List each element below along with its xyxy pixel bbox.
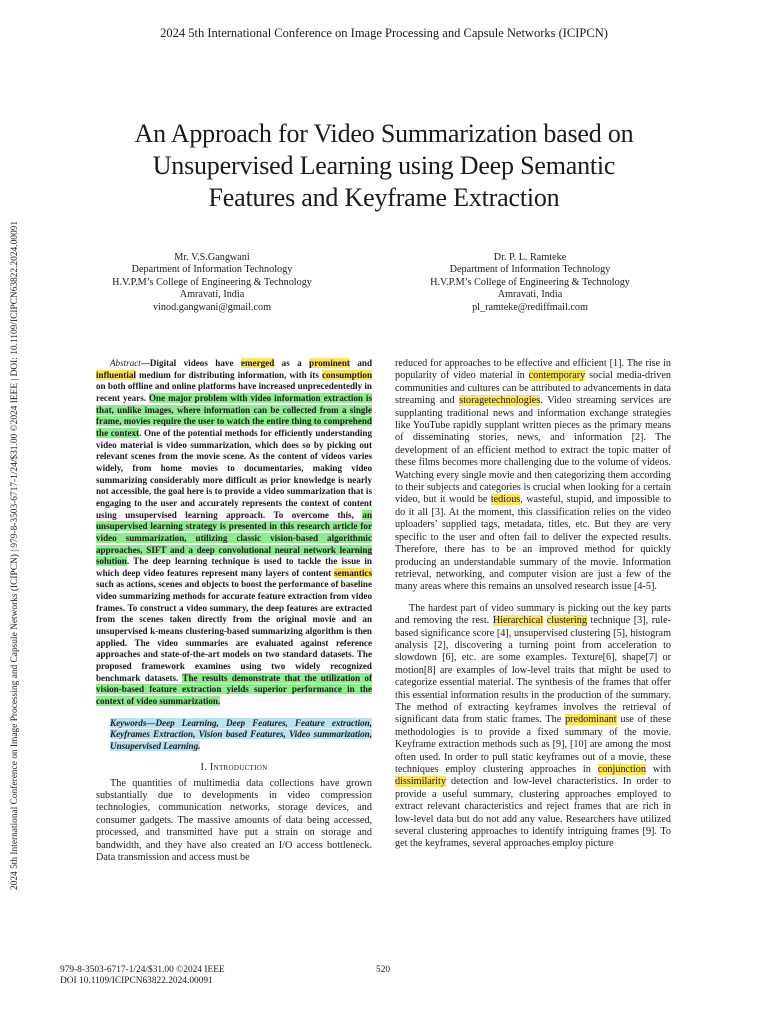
highlight-yellow: contemporary bbox=[528, 370, 586, 382]
paper-title bbox=[100, 118, 668, 214]
abstract-text: such as actions, scenes and objects to boost the performance of baseline video summarizing methods for accurate feature extraction from video frames. To construct a video summary, the deep features are extracted from the scenes taken directly from the original movie and an unsupervised k-means clustering-based summarizing algorithm is then applied. The video summaries are evaluated against reference approaches and state-of-the-art models on two standard datasets. The proposed framework examines using two widely recognized benchmark datasets. bbox=[96, 579, 372, 683]
keywords-label: Keywords bbox=[110, 717, 147, 728]
highlight-yellow: semantics bbox=[334, 567, 372, 578]
abstract-text: on both offline and online platforms have increased unprecedentedly in recent years. bbox=[96, 381, 372, 403]
right-column bbox=[395, 358, 671, 851]
author-department: Department of Information Technology bbox=[449, 264, 611, 276]
highlight-yellow: Hierarchical bbox=[492, 615, 544, 627]
title-line-3: Features and Keyframe Extraction bbox=[208, 183, 560, 212]
highlight-yellow: emerged bbox=[240, 358, 275, 368]
section-title: Introduction bbox=[209, 761, 268, 773]
highlight-yellow: influential bbox=[96, 369, 136, 380]
highlight-green: The results demonstrate that the utilization of vision-based feature extraction yields superior performance in the context of video summarization. bbox=[96, 672, 372, 707]
abstract-text: and bbox=[349, 358, 373, 368]
side-note: 2024 5th International Conference on Image Processing and Capsule Networks (ICIPCN) | 979-8-3503-6717-1/24/$31.00 ©2024 IEEE | DOI: 10.1109/ICIPCN63822.2024.00091 bbox=[10, 220, 20, 890]
author-institution: H.V.P.M’s College of Engineering & Technology bbox=[112, 276, 312, 288]
author-location: Amravati, India bbox=[497, 289, 563, 301]
intro-right-text bbox=[395, 358, 671, 851]
highlight-yellow: conjunction bbox=[597, 764, 646, 775]
left-column bbox=[96, 358, 372, 865]
author-department: Department of Information Technology bbox=[131, 264, 293, 276]
paragraph: The hardest part of video summary is picking out the key parts and removing the rest. Hierarchical clustering technique [3], rule-based significance score [4], unsupervised clustering [5], histogram analysis [2], discovering a turning point from acceleration to slowdown [6], etc. are some examples. Texture[6], shape[7] or motion[8] are examples of low-level traits that might be used to categorize essential material. The synthesis of the frames that offer this essential information results in the production of the summary. The method of extracting keyframes involves the retrieval of significant data from static frames. The predominant use of these methodologies is to provide a fixed summary of the movie. Keyframe extraction methods such as [9], [10] are among the most often used. In order to pull static keyframes out of a movie, these techniques employ clustering approaches in conjunction with dissimilarity detection and low-level characteristics. In order to provide a useful summary, clustering approaches employed to extract relevant characteristics and reject frames that are rich in low-level data but do not add any value. Researchers have utilized several clustering approaches to identify intriguing frames [9]. To get the keyframes, several approaches employ picture bbox=[395, 602, 671, 850]
highlight-yellow: consumption bbox=[321, 369, 372, 380]
footer-isbn: 979-8-3503-6717-1/24/$31.00 ©2024 IEEE bbox=[60, 965, 225, 975]
title-line-1: An Approach for Video Summarization based on bbox=[134, 119, 634, 148]
author-name: Dr. P. L. Ramteke bbox=[493, 252, 567, 263]
highlight-yellow: storagetechnologies bbox=[459, 395, 541, 407]
highlight-green: an unsupervised learning strategy is presented in this research article for video summarization, utilizing classic vision-based algorithmic approaches, SIFT and a deep convolutional neural network learning solution bbox=[96, 509, 372, 567]
intro-left-text bbox=[96, 778, 372, 865]
highlight-yellow: prominent bbox=[309, 358, 350, 368]
highlight-yellow: tedious bbox=[490, 494, 521, 506]
abstract-text: medium for distributing information, with its bbox=[135, 369, 322, 380]
author-block-2 bbox=[380, 252, 680, 314]
author-block-1 bbox=[62, 252, 362, 314]
highlight-yellow: predominant bbox=[565, 714, 617, 726]
footer-identifiers bbox=[60, 965, 225, 987]
abstract-label: Abstract bbox=[110, 358, 141, 368]
author-institution: H.V.P.M’s College of Engineering & Technology bbox=[430, 276, 630, 288]
abstract-dash: — bbox=[140, 358, 150, 368]
author-email: pl_ramteke@rediffmail.com bbox=[472, 301, 588, 313]
section-heading bbox=[96, 762, 372, 773]
author-location: Amravati, India bbox=[179, 289, 245, 301]
footer-doi: DOI 10.1109/ICIPCN63822.2024.00091 bbox=[60, 976, 213, 986]
keywords bbox=[96, 718, 372, 753]
highlight-yellow: clustering bbox=[546, 615, 587, 627]
title-line-2: Unsupervised Learning using Deep Semantic bbox=[152, 151, 616, 180]
abstract-text: Digital videos have bbox=[149, 358, 241, 368]
keywords-highlight bbox=[110, 718, 372, 751]
keywords-text: —Deep Learning, Deep Features, Feature extraction, Keyframes Extraction, Vision based Features, Video summarization, Unsupervised Learning. bbox=[110, 717, 372, 751]
abstract bbox=[96, 358, 372, 708]
highlight-yellow: dissimilarity bbox=[395, 776, 446, 788]
abstract-text: . One of the potential methods for efficiently understanding video material is video summarization, which does so by picking out relevant scenes from the movie scene. As the content of videos varies widely, from home movies to documentaries, making video summarizing considerably more difficult as prior knowledge is nearly not accessible, the goal here is to provide a video summarization that is engaging to the user and accurately represents the context of content using unsupervised learning approach. To overcome this, bbox=[96, 427, 372, 520]
author-name: Mr. V.S.Gangwani bbox=[174, 252, 250, 263]
abstract-text: as a bbox=[274, 358, 310, 368]
paragraph: The quantities of multimedia data collections have grown substantially due to developments in video compression technologies, communication networks, storage devices, and consumer gadgets. The massive amounts of data being accessed, processed, and transmitted have put a strain on storage and bandwidth, and they have also created an I/O access bottleneck. Data transmission and access must be bbox=[96, 777, 372, 864]
section-number: I. bbox=[200, 761, 208, 773]
conference-header: 2024 5th International Conference on Image Processing and Capsule Networks (ICIPCN) bbox=[160, 26, 608, 40]
paragraph: reduced for approaches to be effective and efficient [1]. The rise in popularity of video material in contemporary social media-driven communities and cultures can be attributed to advancements in data streaming and storagetechnologies. Video streaming services are supplanting traditional news and information exchange strategies like YouTube rapidly supplant written pieces as the primary means of disseminating stories, news, and information [2]. The development of an efficient method to extract the topic matter of these films becomes more challenging due to the volume of videos. Watching every single movie and then categorizing them according to their subjects and categories is crucial when looking for a certain video, but it would be tedious, wasteful, stupid, and impossible to do it all [3]. At the moment, this classification relies on the video uploaders’ supplied tags, metadata, titles, etc. But they are very specific to the user and often fail to deliver the expected results. Therefore, there has to be an improved method for quickly producing an understandable summary of the movie. Information retrieval, networking, and computer vision are just a few of the many areas where this remains an unsolved research issue [4-5]. bbox=[395, 358, 672, 593]
abstract-text: . The deep learning technique is used to tackle the issue in which deep video features represent many layers of content bbox=[96, 556, 372, 578]
author-email: vinod.gangwani@gmail.com bbox=[152, 301, 272, 313]
page-number: 520 bbox=[376, 965, 391, 975]
highlight-green: One major problem with video information extraction is that, unlike images, where information can be collected from a single frame, movies require the user to watch the entire thing to comprehend the context bbox=[96, 392, 372, 438]
